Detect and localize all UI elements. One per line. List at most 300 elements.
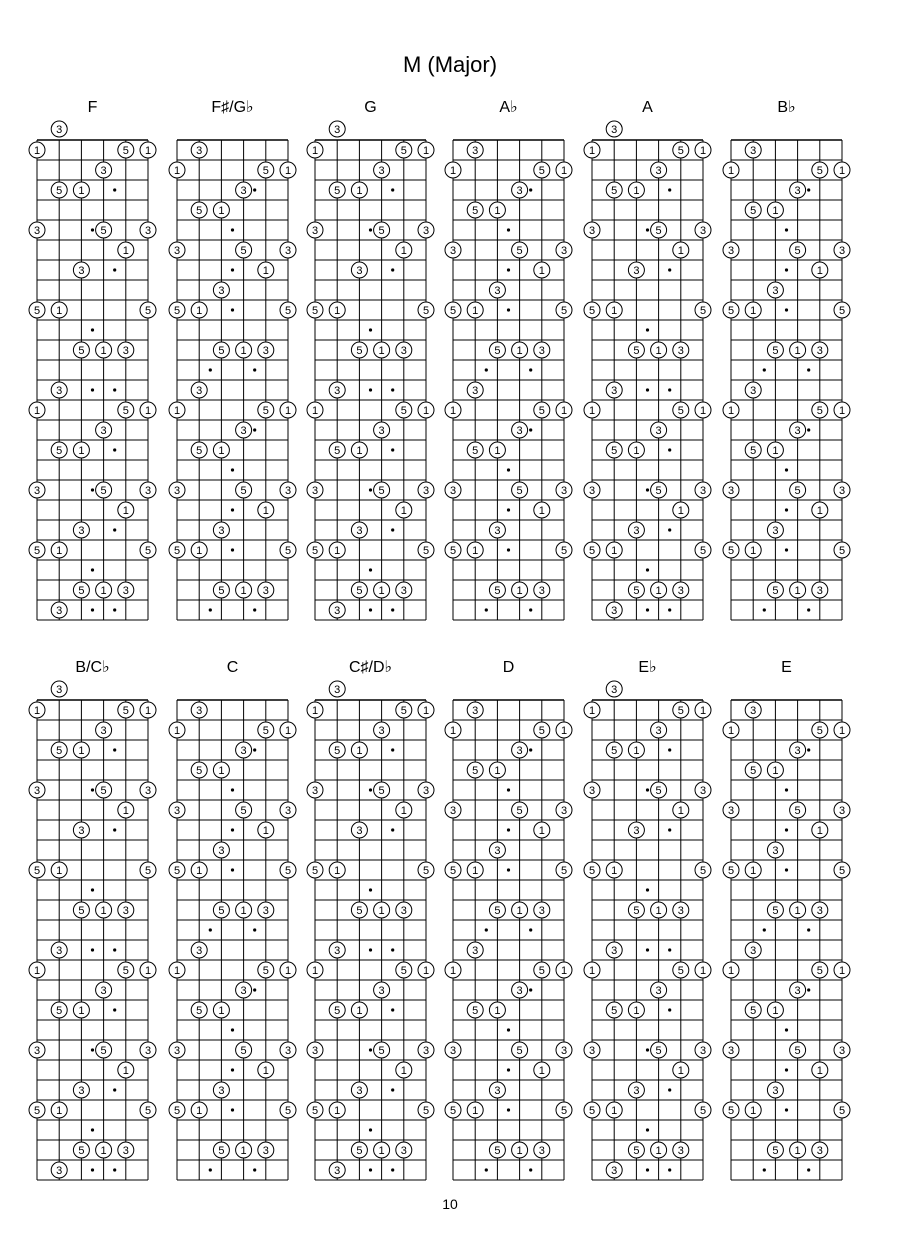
- scale-dot: [369, 488, 372, 491]
- degree-number: 5: [56, 1005, 63, 1017]
- degree-number: 5: [516, 485, 523, 497]
- degree-number: 5: [588, 305, 596, 317]
- scale-dot: [763, 928, 766, 931]
- degree-number: 3: [472, 705, 479, 717]
- key-label: C♯/D♭: [348, 659, 393, 676]
- degree-number: 5: [378, 225, 385, 237]
- degree-number: 3: [699, 485, 707, 497]
- degree-number: 5: [494, 905, 501, 917]
- degree-number: 5: [838, 865, 846, 877]
- scale-dot: [391, 528, 394, 531]
- degree-number: 3: [173, 805, 181, 817]
- scale-dot: [646, 948, 649, 951]
- key-label: E: [781, 659, 792, 676]
- degree-number: 5: [78, 345, 85, 357]
- degree-number: 1: [838, 405, 846, 417]
- degree-number: 3: [816, 585, 823, 597]
- degree-number: 5: [727, 305, 735, 317]
- degree-number: 3: [240, 425, 247, 437]
- fretboard-diagram: [584, 659, 711, 1180]
- degree-number: 5: [750, 1005, 757, 1017]
- degree-number: 5: [262, 165, 269, 177]
- degree-number: 3: [516, 985, 523, 997]
- degree-number: 5: [633, 1145, 640, 1157]
- degree-number: 5: [816, 725, 823, 737]
- degree-number: 1: [100, 905, 107, 917]
- degree-number: 3: [516, 745, 523, 757]
- degree-number: 3: [611, 1165, 618, 1177]
- degree-number: 1: [449, 405, 457, 417]
- degree-number: 1: [33, 145, 41, 157]
- degree-number: 5: [699, 865, 707, 877]
- scale-dot: [507, 1028, 510, 1031]
- degree-number: 3: [356, 1085, 363, 1097]
- scale-dot: [391, 448, 394, 451]
- degree-number: 1: [472, 1105, 479, 1117]
- degree-number: 5: [494, 1145, 501, 1157]
- degree-number: 5: [311, 305, 319, 317]
- degree-number: 3: [218, 285, 225, 297]
- degree-number: 5: [588, 1105, 596, 1117]
- degree-number: 5: [400, 705, 407, 717]
- degree-number: 3: [400, 585, 407, 597]
- degree-number: 1: [750, 305, 757, 317]
- scale-dot: [231, 268, 234, 271]
- degree-number: 5: [144, 305, 152, 317]
- degree-number: 5: [334, 185, 341, 197]
- degree-number: 5: [677, 405, 684, 417]
- degree-number: 5: [422, 1105, 430, 1117]
- degree-number: 3: [727, 805, 735, 817]
- degree-number: 3: [56, 385, 63, 397]
- scale-dot: [113, 388, 116, 391]
- scale-dot: [785, 268, 788, 271]
- scale-dot: [209, 928, 212, 931]
- degree-number: 1: [538, 265, 545, 277]
- scale-dot: [209, 368, 212, 371]
- scale-dot: [231, 788, 234, 791]
- degree-number: 5: [750, 445, 757, 457]
- scale-dot: [485, 368, 488, 371]
- scale-dot: [113, 528, 116, 531]
- degree-number: 1: [56, 1105, 63, 1117]
- scale-dot: [646, 388, 649, 391]
- scale-dot: [485, 1168, 488, 1171]
- degree-number: 5: [144, 865, 152, 877]
- degree-number: 5: [772, 1145, 779, 1157]
- degree-number: 1: [472, 865, 479, 877]
- degree-number: 5: [196, 1005, 203, 1017]
- degree-number: 1: [588, 705, 596, 717]
- degree-number: 3: [334, 124, 341, 136]
- degree-number: 1: [838, 165, 846, 177]
- degree-number: 3: [750, 385, 757, 397]
- degree-number: 3: [422, 1045, 430, 1057]
- scale-dot: [113, 948, 116, 951]
- scale-dot: [529, 748, 532, 751]
- degree-number: 3: [311, 1045, 319, 1057]
- scale-dot: [807, 608, 810, 611]
- degree-number: 3: [218, 845, 225, 857]
- degree-number: 5: [472, 765, 479, 777]
- scale-dot: [369, 1168, 372, 1171]
- scale-dot: [785, 868, 788, 871]
- degree-number: 1: [100, 585, 107, 597]
- degree-number: 1: [611, 305, 618, 317]
- scale-dot: [507, 508, 510, 511]
- degree-number: 5: [838, 545, 846, 557]
- degree-number: 3: [838, 1045, 846, 1057]
- scale-dot: [209, 608, 212, 611]
- degree-number: 3: [588, 225, 596, 237]
- degree-number: 5: [240, 1045, 247, 1057]
- degree-number: 5: [699, 1105, 707, 1117]
- degree-number: 1: [516, 905, 523, 917]
- fretboard-diagram: [307, 99, 434, 620]
- fretboard-diagram: [307, 659, 434, 1180]
- scale-dot: [253, 368, 256, 371]
- degree-number: 5: [334, 745, 341, 757]
- degree-number: 5: [655, 485, 662, 497]
- scale-dot: [369, 228, 372, 231]
- degree-number: 3: [262, 345, 269, 357]
- degree-number: 5: [538, 165, 545, 177]
- scale-dot: [369, 568, 372, 571]
- degree-number: 1: [240, 345, 247, 357]
- degree-number: 3: [240, 745, 247, 757]
- degree-number: 3: [538, 585, 545, 597]
- scale-dot: [391, 1168, 394, 1171]
- degree-number: 3: [422, 785, 430, 797]
- degree-number: 5: [677, 965, 684, 977]
- degree-number: 3: [122, 585, 129, 597]
- degree-number: 5: [33, 305, 41, 317]
- degree-number: 1: [33, 405, 41, 417]
- degree-number: 1: [655, 345, 662, 357]
- degree-number: 5: [633, 345, 640, 357]
- degree-number: 5: [655, 785, 662, 797]
- degree-number: 5: [311, 865, 319, 877]
- degree-number: 1: [727, 165, 735, 177]
- degree-number: 3: [494, 525, 501, 537]
- degree-number: 3: [173, 1045, 181, 1057]
- degree-number: 1: [173, 165, 181, 177]
- degree-number: 5: [78, 585, 85, 597]
- scale-dot: [646, 568, 649, 571]
- scale-dot: [807, 928, 810, 931]
- scale-dot: [369, 608, 372, 611]
- degree-number: 5: [378, 785, 385, 797]
- degree-number: 1: [33, 965, 41, 977]
- degree-number: 3: [449, 1045, 457, 1057]
- degree-number: 1: [144, 405, 152, 417]
- degree-number: 5: [422, 545, 430, 557]
- degree-number: 1: [356, 185, 363, 197]
- degree-number: 5: [538, 725, 545, 737]
- scale-dot: [668, 748, 671, 751]
- degree-number: 1: [284, 405, 292, 417]
- degree-number: 5: [173, 545, 181, 557]
- degree-number: 3: [56, 1165, 63, 1177]
- scale-dot: [391, 188, 394, 191]
- degree-number: 3: [538, 1145, 545, 1157]
- degree-number: 3: [472, 945, 479, 957]
- degree-number: 3: [56, 124, 63, 136]
- degree-number: 1: [560, 965, 568, 977]
- scale-dot: [391, 1008, 394, 1011]
- degree-number: 1: [311, 405, 319, 417]
- degree-number: 3: [794, 425, 801, 437]
- scale-dot: [646, 1048, 649, 1051]
- degree-number: 1: [633, 1005, 640, 1017]
- degree-number: 3: [356, 525, 363, 537]
- degree-number: 3: [794, 985, 801, 997]
- degree-number: 5: [100, 785, 107, 797]
- degree-number: 1: [449, 165, 457, 177]
- degree-number: 5: [727, 865, 735, 877]
- degree-number: 5: [284, 865, 292, 877]
- degree-number: 5: [356, 1145, 363, 1157]
- degree-number: 1: [655, 585, 662, 597]
- degree-number: 1: [262, 825, 269, 837]
- scale-dot: [507, 828, 510, 831]
- scale-dot: [369, 788, 372, 791]
- degree-number: 5: [772, 585, 779, 597]
- fretboard-diagram: [169, 659, 296, 1180]
- scale-dot: [529, 608, 532, 611]
- degree-number: 1: [538, 825, 545, 837]
- scale-dot: [231, 1108, 234, 1111]
- degree-number: 1: [144, 145, 152, 157]
- scale-dot: [529, 1168, 532, 1171]
- degree-number: 1: [677, 505, 684, 517]
- scale-dot: [646, 608, 649, 611]
- degree-number: 5: [356, 345, 363, 357]
- degree-number: 3: [560, 1045, 568, 1057]
- degree-number: 5: [449, 545, 457, 557]
- degree-number: 3: [472, 385, 479, 397]
- scale-dot: [391, 1088, 394, 1091]
- degree-number: 3: [611, 605, 618, 617]
- degree-number: 3: [311, 225, 319, 237]
- degree-number: 3: [750, 945, 757, 957]
- degree-number: 3: [494, 845, 501, 857]
- degree-number: 3: [816, 345, 823, 357]
- degree-number: 1: [334, 305, 341, 317]
- degree-number: 1: [400, 245, 407, 257]
- degree-number: 5: [284, 305, 292, 317]
- degree-number: 5: [838, 1105, 846, 1117]
- scale-dot: [507, 308, 510, 311]
- degree-number: 3: [356, 825, 363, 837]
- key-label: G: [364, 99, 377, 116]
- degree-number: 5: [122, 145, 129, 157]
- degree-number: 3: [33, 785, 41, 797]
- scale-dot: [507, 268, 510, 271]
- degree-number: 1: [633, 185, 640, 197]
- degree-number: 5: [727, 1105, 735, 1117]
- degree-number: 1: [378, 1145, 385, 1157]
- degree-number: 5: [611, 445, 618, 457]
- scale-dot: [91, 788, 94, 791]
- degree-number: 3: [611, 945, 618, 957]
- scale-dot: [785, 788, 788, 791]
- scale-dot: [113, 268, 116, 271]
- degree-number: 3: [449, 485, 457, 497]
- degree-number: 1: [633, 745, 640, 757]
- degree-number: 1: [400, 805, 407, 817]
- degree-number: 1: [218, 445, 225, 457]
- degree-number: 3: [588, 785, 596, 797]
- scale-dot: [668, 1168, 671, 1171]
- scale-dot: [785, 228, 788, 231]
- fretboard-diagram: [445, 99, 572, 620]
- degree-number: 5: [449, 1105, 457, 1117]
- degree-number: 3: [816, 905, 823, 917]
- degree-number: 3: [699, 225, 707, 237]
- degree-number: 1: [699, 145, 707, 157]
- degree-number: 1: [794, 905, 801, 917]
- degree-number: 1: [400, 505, 407, 517]
- scale-dot: [807, 748, 810, 751]
- scale-dot: [507, 868, 510, 871]
- degree-number: 5: [816, 965, 823, 977]
- scale-dot: [507, 228, 510, 231]
- degree-number: 3: [122, 905, 129, 917]
- degree-number: 3: [56, 684, 63, 696]
- scale-dot: [391, 828, 394, 831]
- scale-dot: [113, 608, 116, 611]
- scale-dot: [391, 608, 394, 611]
- scale-dot: [785, 308, 788, 311]
- scale-dot: [785, 468, 788, 471]
- degree-number: 1: [538, 505, 545, 517]
- degree-number: 3: [677, 585, 684, 597]
- degree-number: 1: [196, 305, 203, 317]
- degree-number: 1: [422, 145, 430, 157]
- degree-number: 3: [772, 285, 779, 297]
- degree-number: 1: [611, 545, 618, 557]
- degree-number: 5: [311, 545, 319, 557]
- degree-number: 5: [588, 545, 596, 557]
- scale-dot: [807, 988, 810, 991]
- degree-number: 1: [538, 1065, 545, 1077]
- degree-number: 3: [284, 805, 292, 817]
- degree-number: 1: [494, 445, 501, 457]
- degree-number: 5: [750, 765, 757, 777]
- scale-dot: [91, 488, 94, 491]
- degree-number: 1: [677, 245, 684, 257]
- degree-number: 3: [838, 805, 846, 817]
- scale-dot: [529, 188, 532, 191]
- scale-dot: [231, 468, 234, 471]
- degree-number: 3: [516, 185, 523, 197]
- degree-number: 3: [772, 525, 779, 537]
- scale-dot: [209, 1168, 212, 1171]
- degree-number: 1: [588, 145, 596, 157]
- degree-number: 1: [240, 585, 247, 597]
- degree-number: 5: [472, 205, 479, 217]
- degree-number: 1: [334, 545, 341, 557]
- scale-dot: [785, 828, 788, 831]
- scale-dot: [807, 1168, 810, 1171]
- degree-number: 1: [262, 1065, 269, 1077]
- degree-number: 1: [699, 965, 707, 977]
- degree-number: 3: [78, 525, 85, 537]
- degree-number: 5: [633, 905, 640, 917]
- degree-number: 3: [56, 605, 63, 617]
- degree-number: 1: [794, 1145, 801, 1157]
- degree-number: 3: [677, 345, 684, 357]
- scale-dot: [507, 1068, 510, 1071]
- degree-number: 1: [794, 585, 801, 597]
- degree-number: 3: [449, 805, 457, 817]
- degree-number: 1: [516, 345, 523, 357]
- degree-number: 5: [144, 545, 152, 557]
- degree-number: 3: [284, 485, 292, 497]
- degree-number: 3: [284, 1045, 292, 1057]
- degree-number: 3: [262, 1145, 269, 1157]
- degree-number: 3: [633, 525, 640, 537]
- degree-number: 3: [196, 705, 203, 717]
- scale-dot: [485, 928, 488, 931]
- degree-number: 3: [560, 805, 568, 817]
- degree-number: 3: [472, 145, 479, 157]
- degree-number: 1: [750, 545, 757, 557]
- degree-number: 1: [516, 1145, 523, 1157]
- scale-dot: [507, 548, 510, 551]
- degree-number: 3: [262, 585, 269, 597]
- degree-number: 5: [677, 145, 684, 157]
- degree-number: 5: [240, 485, 247, 497]
- degree-number: 1: [378, 345, 385, 357]
- degree-number: 1: [356, 445, 363, 457]
- degree-number: 1: [472, 545, 479, 557]
- degree-number: 3: [240, 985, 247, 997]
- degree-number: 5: [400, 405, 407, 417]
- scale-dot: [231, 508, 234, 511]
- degree-number: 5: [422, 305, 430, 317]
- degree-number: 3: [422, 485, 430, 497]
- degree-number: 5: [218, 1145, 225, 1157]
- degree-number: 5: [772, 345, 779, 357]
- degree-number: 5: [33, 865, 41, 877]
- scale-dot: [369, 1048, 372, 1051]
- degree-number: 1: [727, 725, 735, 737]
- scale-dot: [91, 888, 94, 891]
- degree-number: 3: [560, 245, 568, 257]
- degree-number: 3: [838, 485, 846, 497]
- scale-dot: [507, 1108, 510, 1111]
- degree-number: 1: [378, 905, 385, 917]
- degree-number: 5: [122, 405, 129, 417]
- degree-number: 3: [772, 845, 779, 857]
- scale-dot: [807, 188, 810, 191]
- degree-number: 3: [588, 485, 596, 497]
- degree-number: 1: [449, 725, 457, 737]
- degree-number: 3: [356, 265, 363, 277]
- degree-number: 5: [560, 545, 568, 557]
- degree-number: 1: [144, 705, 152, 717]
- degree-number: 1: [494, 1005, 501, 1017]
- scale-dot: [668, 448, 671, 451]
- scale-dot: [646, 1168, 649, 1171]
- degree-number: 3: [611, 385, 618, 397]
- scale-dot: [391, 388, 394, 391]
- degree-number: 3: [144, 225, 152, 237]
- degree-number: 1: [472, 305, 479, 317]
- degree-number: 5: [794, 805, 801, 817]
